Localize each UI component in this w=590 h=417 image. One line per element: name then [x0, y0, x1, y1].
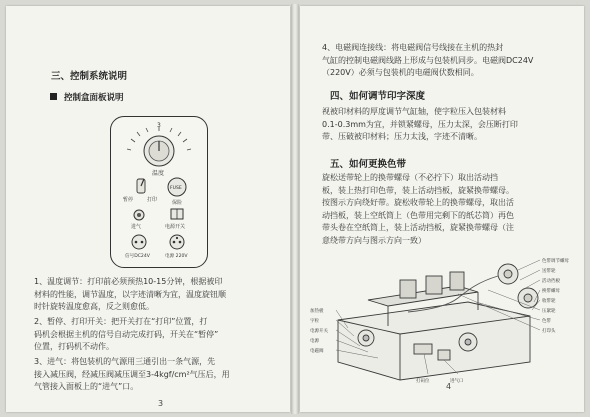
power-switch-label: 电源开关 — [165, 224, 186, 230]
fuse-sub-label: 保险 — [172, 200, 183, 206]
paragraph-line: 按图示方向绕好带。旋松收带轮上的换带螺母，取出活 — [322, 198, 514, 207]
paragraph-line: 3、进气：将包装机的气源用三通引出一条气源，先 — [34, 357, 216, 366]
solenoid-paragraph — [322, 42, 580, 80]
diagram-label: 加热板 — [310, 309, 324, 314]
paragraph-line: 气缸的控制电磁阀线路上形成与包装机同步。电磁阀DC24V — [322, 55, 534, 65]
air-inlet-paragraph — [34, 356, 274, 394]
power-label: 电源 220V — [165, 254, 188, 259]
diagram-label: 压紧轮 — [542, 309, 556, 314]
page-number: 4 — [446, 382, 452, 391]
diagram-label: 进气口 — [450, 379, 464, 384]
cylinder-block — [400, 280, 416, 298]
paragraph-line: 码机会根据主机的信号自动完成打码，开关在“暂停” — [34, 329, 219, 339]
right-page — [300, 6, 584, 412]
paragraph-line: 时针旋转温度愈高，反之则愈低。 — [34, 302, 154, 311]
ribbon-machine-diagram — [308, 250, 578, 386]
section-4-paragraph — [322, 106, 580, 144]
control-panel-drawing — [111, 117, 207, 267]
left-page — [6, 6, 290, 412]
page-number: 3 — [158, 399, 164, 408]
diagram-label: 色带调节螺母 — [542, 259, 569, 264]
diagram-label: 收带轮 — [542, 299, 556, 304]
signal-socket — [132, 235, 146, 249]
paragraph-line: 材料的性能，调节温度，以字迹清晰为宜，温度旋钮顺 — [34, 289, 226, 299]
paragraph-line: 视被印材料的厚度调节气缸轴，使字粒压入包装材料 — [322, 107, 506, 116]
temperature-paragraph — [34, 276, 274, 314]
dial-number-label: 3 — [157, 122, 161, 129]
air-inlet-label: 进气 — [131, 224, 142, 230]
paragraph-line: 接入减压阀，经减压阀减压调至3-4kgf/cm²气压后，用 — [34, 369, 230, 379]
fuse-label: FUSE — [170, 186, 182, 191]
temperature-label: 温度 — [152, 170, 165, 177]
paragraph-line: 2、暂停、打印开关：把开关打在“打印”位置，打 — [34, 317, 208, 326]
diagram-label: 打印头 — [542, 329, 556, 334]
diagram-label: 活动挡板 — [542, 279, 560, 284]
pause-label: 暂停 — [123, 197, 134, 203]
paragraph-line: （220V）必须与包装机的电磁阀伏数相同。 — [322, 68, 479, 77]
paragraph-line: 带头卷在空纸筒上，装上活动挡板，旋紧换带螺母（注 — [322, 223, 514, 232]
diagram-label: 换带螺母 — [542, 289, 560, 294]
paragraph-line: 旋松送带轮上的换带螺母（不必拧下）取出活动挡 — [322, 173, 498, 182]
bullet-square-icon — [50, 93, 57, 100]
control-panel-illustration — [110, 116, 208, 268]
print-label: 打印 — [147, 197, 158, 203]
pause-print-paragraph — [34, 316, 274, 354]
diagram-label: 电源开关 — [310, 329, 328, 334]
section-5-paragraph — [322, 172, 580, 247]
paragraph-line: 1、温度调节：打印前必须预热10-15分钟，根据被印 — [34, 277, 223, 286]
paragraph-line: 4、电磁阀连接线：将电磁阀信号线接在主机的热封 — [322, 43, 504, 52]
paragraph-line: 气管接入面板上的“进气”口。 — [34, 382, 139, 391]
diagram-label: 送带轮 — [542, 269, 556, 274]
diagram-label: 打码位 — [416, 379, 430, 384]
paragraph-line: 板，装上热打印色带，装上活动挡板，旋紧换带螺母。 — [322, 185, 514, 195]
paragraph-line: 意绕带方向与图示方向一致） — [322, 235, 426, 245]
paragraph-line: 位置，打码机不动作。 — [34, 342, 114, 351]
diagram-label: 电源 — [310, 339, 319, 344]
diagram-label: 色带 — [542, 319, 551, 324]
subsection-title: 控制盒面板说明 — [64, 93, 124, 103]
paragraph-line: 0.1-0.3mm为宜，并锁紧螺母，压力太深，会压断打印 — [322, 119, 518, 129]
book-spine — [291, 4, 299, 414]
signal-label: 信号DC24V — [125, 254, 150, 259]
paragraph-line: 动挡板，装上空纸筒上（色带用完剩下的纸芯筒）再色 — [322, 210, 514, 220]
diagram-label: 字粒 — [310, 319, 319, 324]
section-title: 三、控制系统说明 — [51, 71, 128, 82]
section-5-title: 五、如何更换色带 — [330, 159, 407, 170]
diagram-label: 电磁阀 — [310, 349, 324, 354]
paragraph-line: 带、压破被印材料；压力太浅，字迹不清晰。 — [322, 132, 482, 141]
section-4-title: 四、如何调节印字深度 — [330, 91, 426, 102]
